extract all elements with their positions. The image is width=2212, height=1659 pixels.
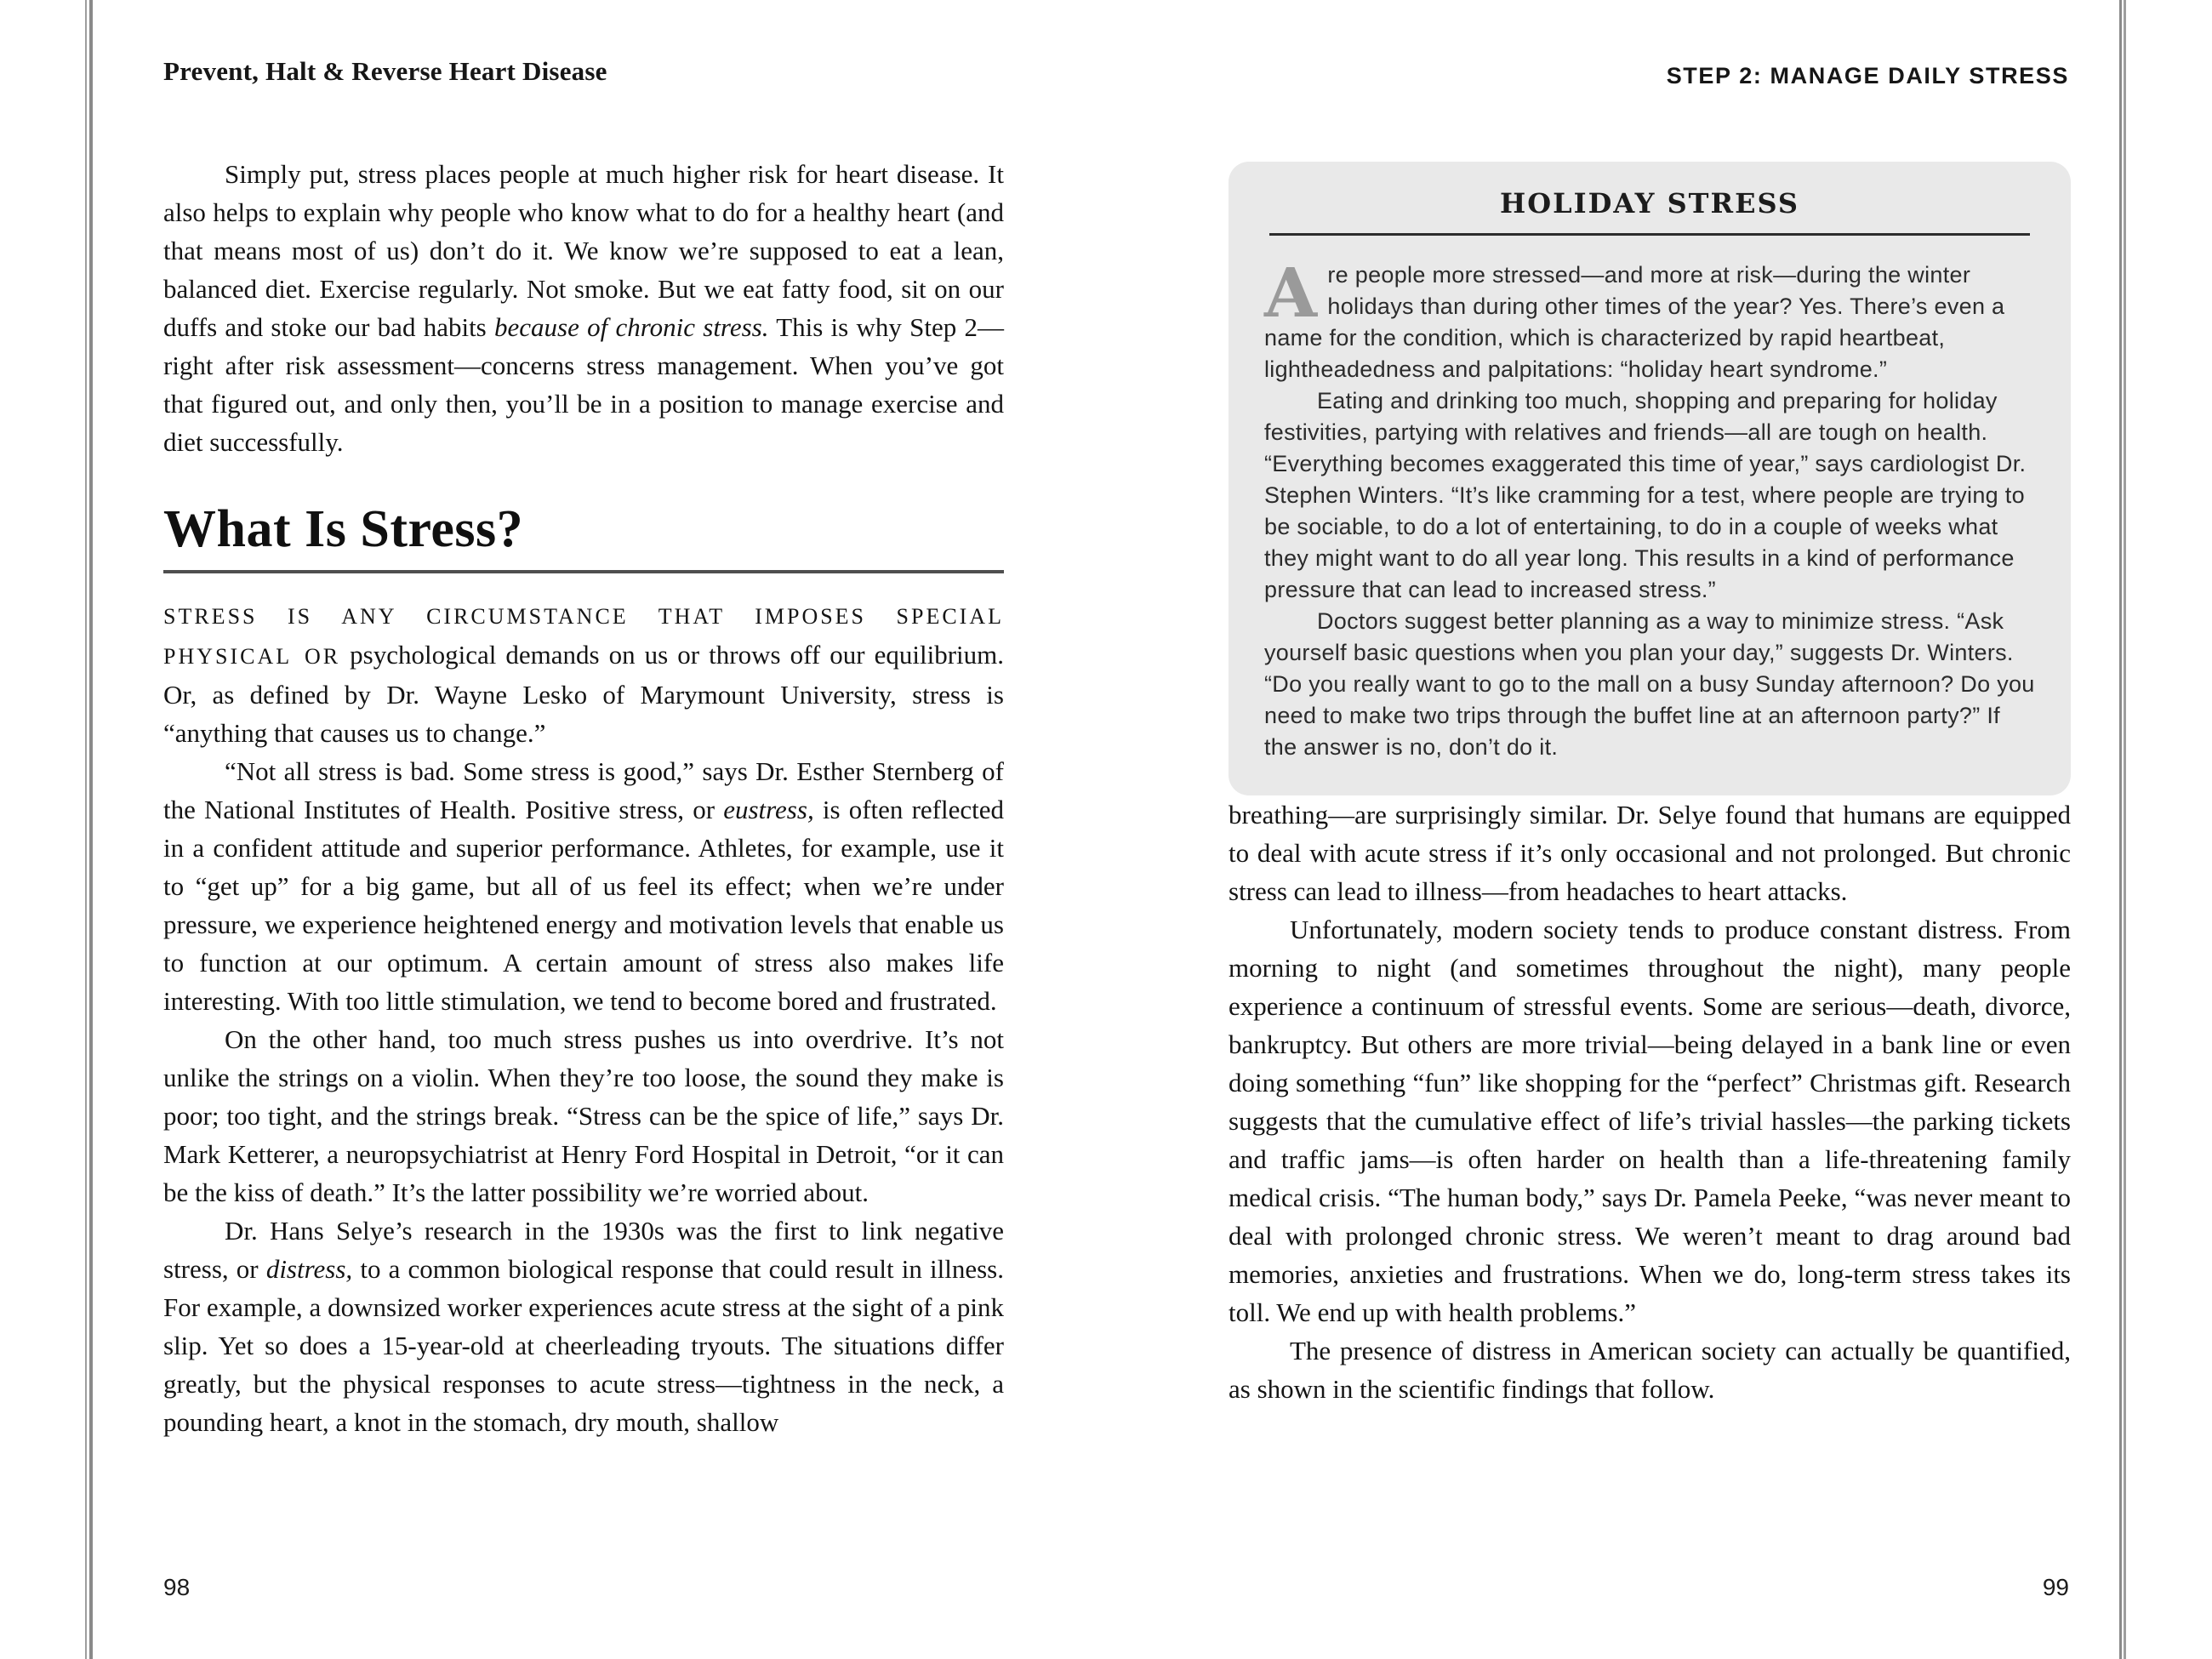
lead-paragraph — [163, 596, 1004, 752]
sidebar-title-rule — [1269, 233, 2030, 236]
page-edge-line-right-outer — [2124, 0, 2126, 1659]
running-header-chapter: STEP 2: MANAGE DAILY STRESS — [1666, 63, 2069, 88]
page-edge-line-right-inner — [2119, 0, 2122, 1659]
lead-in-caps: STRESS IS ANY CIRCUMSTANCE THAT IMPOSES SPECIAL PHYSICAL OR — [163, 604, 1004, 669]
drop-cap: A — [1264, 253, 1318, 333]
page-number-left: 98 — [163, 1574, 191, 1600]
body-paragraph: “Not all stress is bad. Some stress is good,” says Dr. Esther Sternberg of the National Institutes of Health. Positive stress, or eustress, is often reflected in a confident attitude and superior performance. Athletes, for example, use it to “get up” for a big game, but all of us feel its effect; when we’re under pressure, we experience heightened energy and motivation levels that enable us to function at our optimum. A certain amount of stress also makes life interesting. With too little stimulation, we tend to become bored and frustrated. — [163, 756, 1004, 1016]
sidebar-paragraph — [1264, 253, 2035, 385]
sidebar-title: HOLIDAY STRESS — [1500, 187, 1799, 219]
running-header-book-title: Prevent, Halt & Reverse Heart Disease — [163, 56, 607, 86]
page-edge-line-left-outer — [85, 0, 87, 1659]
body-paragraph: Unfortunately, modern society tends to produce constant distress. From morning to night (and sometimes throughout the night), many people experience a continuum of stressful events. Some are serious—death, divorce, bankruptcy. But others are more trivial—being delayed in a bank line or even doing something “fun” like shopping for the “perfect” Christmas gift. Research suggests that the cumulative effect of life’s trivial hassles—the parking tickets and traffic jams—is often harder on health than a life-threatening family medical crisis. “The human body,” says Dr. Pamela Peeke, “was never meant to deal with prolonged chronic stress. We weren’t meant to drag around bad memories, anxieties and frustrations. When we do, long-term stress takes its toll. We end up with health problems.” — [1229, 915, 2071, 1327]
page-number-right: 99 — [2042, 1574, 2069, 1600]
page-edge-line-left-inner — [89, 0, 93, 1659]
body-paragraph: On the other hand, too much stress pushes us into overdrive. It’s not unlike the strings on a violin. When they’re too loose, the sound they make is poor; too tight, and the strings break. “Stress can be the spice of life,” says Dr. Mark Ketterer, a neuropsychiatrist at Henry Ford Hospital in Detroit, “or it can be the kiss of death.” It’s the latter possibility we’re worried about. — [163, 1024, 1004, 1207]
sidebar-box — [1229, 162, 2071, 795]
body-paragraph: The presence of distress in American society can actually be quantified, as shown in the scientific findings that follow. — [1229, 1336, 2071, 1404]
body-paragraph-continuation: breathing—are surprisingly similar. Dr. Selye found that humans are equipped to deal with acute stress if it’s only occasional and not prolonged. But chronic stress can lead to illness—from headaches to heart attacks. — [1229, 800, 2071, 906]
sidebar-paragraph: Eating and drinking too much, shopping and preparing for holiday festivities, partying with relatives and friends—all are tough on health. “Everything becomes exaggerated this time of year,” says cardiologist Dr. Stephen Winters. “It’s like cramming for a test, where people are trying to be sociable, to do a lot of entertaining, to do in a couple of weeks what they might want to do all year long. This results in a kind of performance pressure that can lead to increased stress.” — [1264, 388, 2027, 602]
heading-rule — [163, 570, 1004, 573]
right-page-text-column — [1229, 162, 2071, 1408]
sidebar-paragraph: Doctors suggest better planning as a way to minimize stress. “Ask yourself basic questions when you plan your day,” suggests Dr. Winters. “Do you really want to go to the mall on a busy Sunday afternoon? Do you need to make two trips through the buffet line at an afternoon party?” If the answer is no, don’t do it. — [1264, 608, 2035, 760]
left-page-text-column — [163, 155, 1004, 1441]
sidebar-paragraph-text: re people more stressed—and more at risk—during the winter holidays than during other times of the year? Yes. There’s even a name for the condition, which is characterized by rapid heartbeat, lightheadedness and palpitations: “holiday heart syndrome.” — [1264, 262, 2005, 382]
intro-paragraph: Simply put, stress places people at much higher risk for heart disease. It also helps to explain why people who know what to do for a healthy heart (and that means most of us) don’t do it. We know we’re supposed to eat a lean, balanced diet. Exercise regularly. Not smoke. But we eat fatty food, sit on our duffs and stoke our bad habits because of chronic stress. This is why Step 2—right after risk assessment—concerns stress management. When you’ve got that figured out, and only then, you’ll be in a position to manage exercise and diet successfully. — [163, 159, 1004, 457]
lead-paragraph-rest: psychological demands on us or throws off our equilibrium. Or, as defined by Dr. Wayne Lesko of Marymount University, stress is “anything that causes us to change.” — [163, 640, 1004, 748]
section-heading: What Is Stress? — [163, 500, 524, 558]
body-paragraph: Dr. Hans Selye’s research in the 1930s was the first to link negative stress, or distress, to a common biological response that could result in illness. For example, a downsized worker experiences acute stress at the sight of a pink slip. Yet so does a 15-year-old at cheerleading tryouts. The situations differ greatly, but the physical responses to acute stress—tightness in the neck, a pounding heart, a knot in the stomach, dry mouth, shallow — [163, 1216, 1004, 1437]
